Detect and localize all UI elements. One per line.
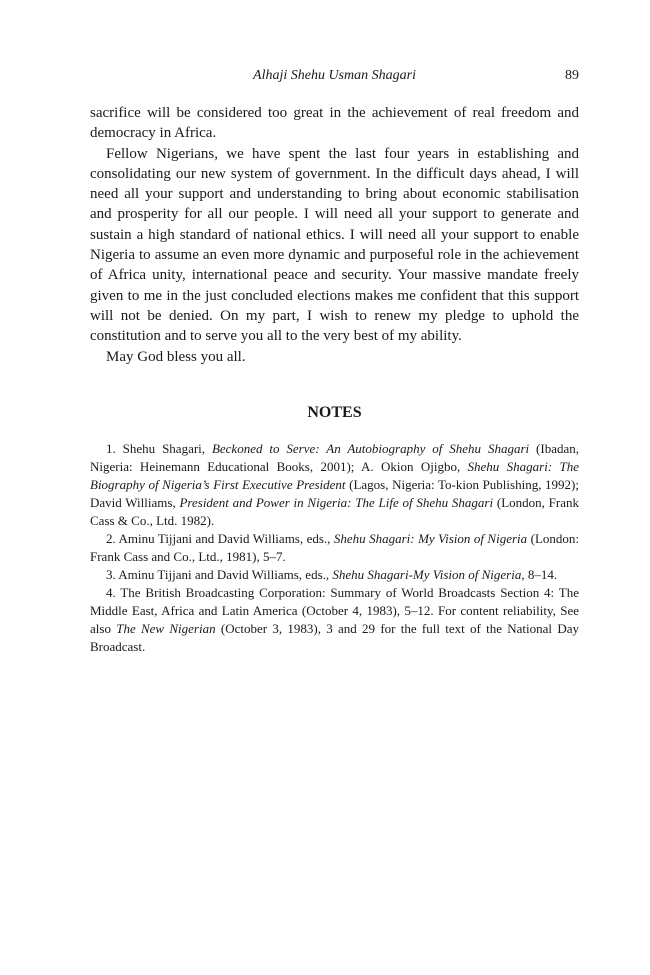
page-number: 89 — [565, 68, 579, 83]
note-title: Shehu Shagari-My Vision of Nigeria, — [332, 567, 525, 582]
body-paragraph: May God bless you all. — [106, 348, 246, 365]
note-title: The New Nigerian — [116, 621, 216, 636]
running-header — [90, 66, 579, 86]
running-title: Alhaji Shehu Usman Shagari — [253, 68, 416, 83]
note-text: (Ibadan, Nigeria: Heinemann Educational Books, 2001); A. Okion Ojigbo, — [90, 441, 579, 474]
note-text: 2. Aminu Tijjani and David Williams, eds., — [106, 531, 334, 546]
body-paragraph: sacrifice will be considered too great in the achievement of real freedom and democracy in Africa. — [90, 105, 579, 142]
note-item — [90, 566, 579, 584]
note-item — [90, 440, 579, 530]
note-text: 4. The British Broadcasting Corporation: Summary of World Broadcasts Section 4: The Middle East, Africa and Latin America (October 4, 1983), 5–12. For content reliability, See also — [90, 585, 579, 636]
note-title: Shehu Shagari: My Vision of Nigeria — [333, 531, 528, 546]
note-text: 1. Shehu Shagari, — [106, 441, 212, 456]
body-text — [90, 103, 579, 367]
note-text: (October 3, 1983), 3 and 29 for the full text of the National Day Broadcast. — [90, 621, 579, 654]
notes-heading: NOTES — [307, 404, 362, 421]
note-text: 8–14. — [524, 567, 558, 582]
note-text: (Lagos, Nigeria: To-kion Publishing, 1992); David Williams, — [90, 477, 579, 510]
note-item — [90, 584, 579, 656]
note-item — [90, 530, 579, 566]
notes-list — [90, 440, 579, 656]
note-title: President and Power in Nigeria: The Life of Shehu Shagari — [179, 495, 494, 510]
note-title: Shehu Shagari: The Biography of Nigeria’s First Executive President — [90, 459, 579, 492]
body-paragraph: Fellow Nigerians, we have spent the last four years in establishing and consolidating our new system of government. In the difficult days ahead, I will need all your support and understanding to bring about economic stabilisation and prosperity for all our people. I will need all your support to generate and sustain a high standard of national ethics. I will need all your support to enable Nigeria to assume an even more dynamic and purposeful role in the achievement of Africa unity, international peace and security. Your massive mandate freely given to me in the just concluded elections makes me confident that this support will not be denied. On my part, I wish to renew my pledge to uphold the constitution and to serve you all to the very best of my ability. — [90, 145, 579, 345]
note-title: Beckoned to Serve: An Autobiography of Shehu Shagari — [211, 441, 530, 456]
note-text: (London: Frank Cass and Co., Ltd., 1981), 5–7. — [90, 531, 579, 564]
note-text: 3. Aminu Tijjani and David Williams, eds., — [106, 567, 333, 582]
note-text: (London, Frank Cass & Co., Ltd. 1982). — [90, 495, 579, 528]
